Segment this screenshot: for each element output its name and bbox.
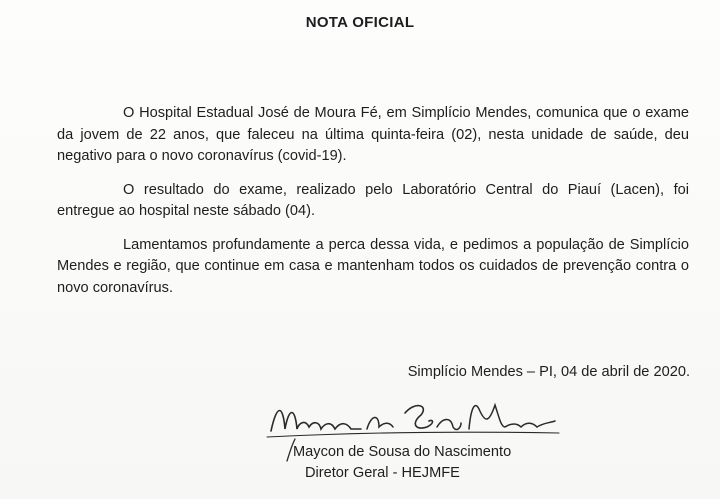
place-date: Simplício Mendes – PI, 04 de abril de 2020. [407, 364, 690, 380]
document-title: NOTA OFICIAL [305, 14, 415, 31]
document-body [57, 103, 689, 311]
paragraph-condolences: Lamentamos profundamente a perca dessa vida, e pedimos a população de Simplício Mendes e região, que continue em casa e mantenham todos os cuidados de prevenção contra o novo coronavírus. [57, 236, 689, 296]
paragraph-result: O resultado do exame, realizado pelo Laboratório Central do Piauí (Lacen), foi entregue ao hospital neste sábado (04). [57, 181, 689, 219]
paragraph-announcement: O Hospital Estadual José de Moura Fé, em Simplício Mendes, comunica que o exame da jovem de 22 anos, que faleceu na última quinta-feira (02), nesta unidade de saúde, deu negativo para o novo coronavírus (covid-19). [57, 105, 689, 164]
signer-name: Maycon de Sousa do Nascimento [293, 444, 512, 460]
signer-role: Diretor Geral - HEJMFE [305, 465, 460, 481]
